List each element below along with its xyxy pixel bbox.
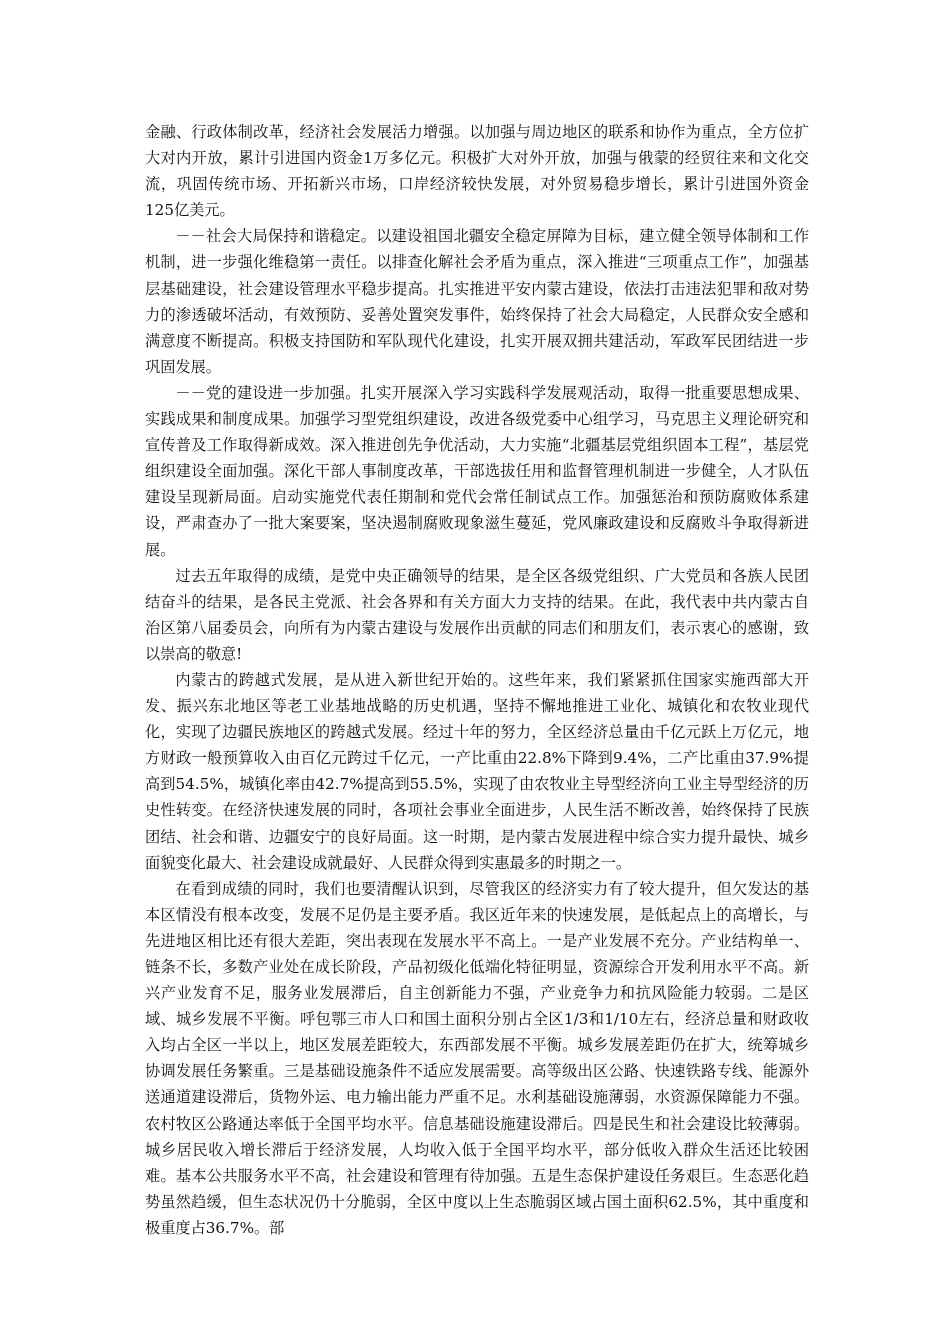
paragraph-achievements-thanks: 过去五年取得的成绩，是党中央正确领导的结果，是全区各级党组织、广大党员和各族人民团结奋斗的结果，是各民主党派、社会各界和有关方面大力支持的结果。在此，我代表中共内蒙古自治区第八届委员会，向所有为内蒙古建设与发展作出贡献的同志们和朋友们，表示衷心的感谢，致以崇高的敬意! bbox=[145, 566, 809, 663]
paragraph-leapfrog-development: 内蒙古的跨越式发展，是从进入新世纪开始的。这些年来，我们紧紧抓住国家实施西部大开发、振兴东北地区等老工业基地战略的历史机遇，坚持不懈地推进工业化、城镇化和农牧业现代化，实现了边疆民族地区的跨越式发展。经过十年的努力，全区经济总量由千亿元跃上万亿元，地方财政一般预算收入由百亿元跨过千亿元，一产比重由22.8%下降到9.4%，二产比重由37.9%提高到54.5%，城镇化率由42.7%提高到55.5%，实现了由农牧业主导型经济向工业主导型经济的历史性转变。在经济快速发展的同时，各项社会事业全面进步，人民生活不断改善，始终保持了民族团结、社会和谐、边疆安宁的良好局面。这一时期，是内蒙古发展进程中综合实力提升最快、城乡面貌变化最大、社会建设成就最好、人民群众得到实惠最多的时期之一。 bbox=[145, 670, 809, 872]
paragraph-social-stability: －－社会大局保持和谐稳定。以建设祖国北疆安全稳定屏障为目标，建立健全领导体制和工作机制，进一步强化维稳第一责任。以排查化解社会矛盾为重点，深入推进“三项重点工作”，加强基层基础建设，社会建设管理水平稳步提高。扎实推进平安内蒙古建设，依法打击违法犯罪和敌对势力的渗透破坏活动，有效预防、妥善处置突发事件，始终保持了社会大局稳定，人民群众安全感和满意度不断提高。积极支持国防和军队现代化建设，扎实开展双拥共建活动，军政军民团结进一步巩固发展。 bbox=[145, 227, 809, 376]
paragraph-party-building: －－党的建设进一步加强。扎实开展深入学习实践科学发展观活动，取得一批重要思想成果、实践成果和制度成果。加强学习型党组织建设，改进各级党委中心组学习，马克思主义理论研究和宣传普及工作取得新成效。深入推进创先争优活动，大力实施“北疆基层党组织固本工程”，基层党组织建设全面加强。深化干部人事制度改革，干部选拔任用和监督管理机制进一步健全，人才队伍建设呈现新局面。启动实施党代表任期制和党代会常任制试点工作。加强惩治和预防腐败体系建设，严肃查办了一批大案要案，坚决遏制腐败现象滋生蔓延，党风廉政建设和反腐败斗争取得新进展。 bbox=[145, 383, 809, 559]
paragraph-reform-opening: 金融、行政体制改革，经济社会发展活力增强。以加强与周边地区的联系和协作为重点，全方位扩大对内开放，累计引进国内资金1万多亿元。积极扩大对外开放，加强与俄蒙的经贸往来和文化交流，巩固传统市场、开拓新兴市场，口岸经济较快发展，对外贸易稳步增长，累计引进国外资金125亿美元。 bbox=[145, 123, 809, 220]
paragraph-problems: 在看到成绩的同时，我们也要清醒认识到，尽管我区的经济实力有了较大提升，但欠发达的基本区情没有根本改变，发展不足仍是主要矛盾。我区近年来的快速发展，是低起点上的高增长，与先进地区相比还有很大差距，突出表现在发展水平不高上。一是产业发展不充分。产业结构单一、链条不长，多数产业处在成长阶段，产品初级化低端化特征明显，资源综合开发利用水平不高。新兴产业发育不足，服务业发展滞后，自主创新能力不强，产业竞争力和抗风险能力较弱。二是区域、城乡发展不平衡。呼包鄂三市人口和国土面积分别占全区1/3和1/10左右，经济总量和财政收入均占全区一半以上，地区发展差距较大，东西部发展不平衡。城乡发展差距仍在扩大，统筹城乡协调发展任务繁重。三是基础设施条件不适应发展需要。高等级出区公路、快速铁路专线、能源外送通道建设滞后，货物外运、电力输出能力严重不足。水利基础设施薄弱，水资源保障能力不强。农村牧区公路通达率低于全国平均水平。信息基础设施建设滞后。四是民生和社会建设比较薄弱。城乡居民收入增长滞后于经济发展，人均收入低于全国平均水平，部分低收入群众生活还比较困难。基本公共服务水平不高，社会建设和管理有待加强。五是生态保护建设任务艰巨。生态恶化趋势虽然趋缓，但生态状况仍十分脆弱，全区中度以上生态脆弱区域占国土面积62.5%，其中重度和极重度占36.7%。部 bbox=[145, 879, 809, 1237]
document-body bbox=[145, 119, 809, 1241]
